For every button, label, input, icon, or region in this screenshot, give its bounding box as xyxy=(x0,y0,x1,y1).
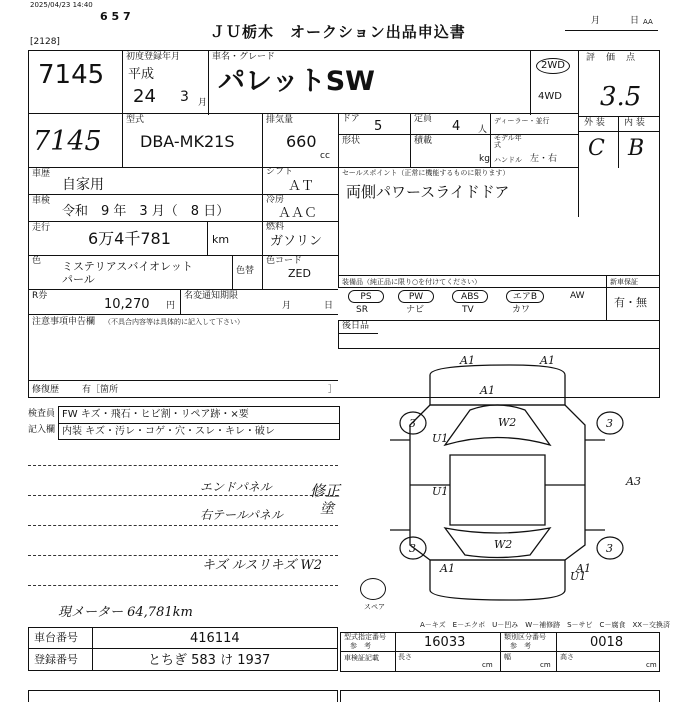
mileage-value: 6万4千781 xyxy=(88,229,171,248)
repair-history-label: 修復歴 xyxy=(32,385,60,395)
chassis-label: 車台番号 xyxy=(34,631,78,644)
width-label: 幅 xyxy=(504,653,511,661)
length-unit: cm xyxy=(482,661,493,669)
damage-diagram xyxy=(380,350,670,610)
length-label: 長さ xyxy=(398,653,412,661)
usage-label: 車歴 xyxy=(32,169,51,179)
equip-tv: TV xyxy=(462,305,474,315)
legend-row-2: 内装 キズ・汚レ・コゲ・穴・スレ・キレ・破レ xyxy=(62,426,275,437)
name-change-month: 月 xyxy=(282,301,292,311)
timestamp: 2025/04/23 14:40 xyxy=(30,1,93,9)
doors-value: 5 xyxy=(374,119,383,134)
legend-row-1: FW キズ・飛石・ヒビ割・リペア跡・×要 xyxy=(62,409,249,420)
drive-2wd: 2WD xyxy=(536,58,570,74)
new-car-warranty-label: 新車保証 xyxy=(610,278,638,286)
equip-ps: PS xyxy=(348,290,384,303)
color-value-2: パール xyxy=(62,273,95,286)
note-scratches: キズ ルスリキズ W2 xyxy=(202,558,322,573)
spare-tire-icon xyxy=(360,578,386,600)
equip-leather: カワ xyxy=(512,305,531,315)
car-name: パレットSW xyxy=(218,66,375,97)
next-row-right xyxy=(340,690,660,702)
month-label: 月 xyxy=(591,16,601,26)
spare-label: スペア xyxy=(364,603,385,611)
sales-point: 両側パワースライドドア xyxy=(346,183,510,201)
load-unit: kg xyxy=(479,154,490,164)
diagram-label: U1 xyxy=(432,485,449,498)
equip-navi: ナビ xyxy=(406,305,425,315)
class-sublabel: 参 考 xyxy=(510,642,531,650)
seats-label: 定員 xyxy=(414,114,433,124)
first-reg-month-unit: 月 xyxy=(198,98,208,108)
grade-value: 3.5 xyxy=(600,82,642,112)
inspection-label: 車検 xyxy=(32,196,51,206)
class-number: 0018 xyxy=(590,635,624,650)
later-items-label: 後日品 xyxy=(342,321,370,331)
class-label: 類別区分番号 xyxy=(504,633,546,641)
mileage-unit: km xyxy=(212,233,230,246)
doors-label: ドア xyxy=(342,114,360,124)
handle-value: 左・右 xyxy=(530,154,558,164)
usage-value: 自家用 xyxy=(62,177,104,193)
name-change-day: 日 xyxy=(324,301,334,311)
name-change-label: 名変通知期限 xyxy=(184,291,239,301)
notes-sublabel: （不具合内容等は具体的に記入して下さい） xyxy=(104,318,244,326)
damage-codes: A－キズ E－エクボ U－凹み W－補修跡 S－サビ C－腐食 XX－交換済 xyxy=(420,621,671,629)
lot-number: 7145 xyxy=(38,60,105,90)
day-label: 日 xyxy=(630,16,640,26)
height-label: 高さ xyxy=(560,653,574,661)
page-title: ＪＵ栃木 オークション出品申込書 xyxy=(210,23,466,41)
diagram-label: 3 xyxy=(409,417,416,430)
displacement-label: 排気量 xyxy=(266,115,294,125)
shape-label: 形状 xyxy=(342,136,361,146)
shift-label: シフト xyxy=(266,167,294,177)
seats-unit: 人 xyxy=(478,125,488,135)
form-code: [2128] xyxy=(30,37,60,47)
car-name-label: 車名・グレード xyxy=(212,52,276,62)
color-code-label: 色コード xyxy=(266,256,303,266)
repair-history-value: 有［箇所 xyxy=(82,385,119,395)
interior-grade: B xyxy=(628,136,645,161)
entry-label: 記入欄 xyxy=(28,425,56,435)
shift-value: ＡＴ xyxy=(288,179,315,194)
lot-number-handwritten: 7145 xyxy=(33,126,102,157)
handle-label: ハンドル xyxy=(494,156,522,164)
front-bumper-outline xyxy=(430,365,565,405)
first-reg-era: 平成 xyxy=(128,67,155,82)
serial-number: 6 5 7 xyxy=(100,10,131,23)
next-row-left xyxy=(28,690,338,702)
sales-point-label: セールスポイント（正常に機能するものに限ります） xyxy=(342,169,510,177)
width-unit: cm xyxy=(540,661,551,669)
type-sublabel: 参 考 xyxy=(350,642,371,650)
first-reg-year: 24 xyxy=(133,86,156,107)
aa-label: AA xyxy=(643,18,653,26)
fuel-value: ガソリン xyxy=(270,234,323,249)
first-reg-label: 初度登録年月 xyxy=(126,52,181,62)
equip-airbag: エアB xyxy=(506,290,544,303)
color-change-label: 色替 xyxy=(236,266,255,276)
type-label: 型式指定番号 xyxy=(344,633,386,641)
height-unit: cm xyxy=(646,661,657,669)
diagram-label: A1 xyxy=(576,562,591,575)
fuel-label: 燃料 xyxy=(266,222,285,232)
diagram-label: 3 xyxy=(606,417,613,430)
model-code: DBA-MK21S xyxy=(140,132,235,151)
color-value-1: ミステリアスバイオレット xyxy=(62,260,193,273)
equip-abs: ABS xyxy=(452,290,488,303)
interior-label: 内 装 xyxy=(624,118,645,128)
notes-label: 注意事項申告欄 xyxy=(32,317,96,327)
seats-value: 4 xyxy=(452,119,461,134)
plate-label: 登録番号 xyxy=(34,653,78,666)
dims-label: 車検証記載 xyxy=(344,654,379,662)
inspector-label: 検査員 xyxy=(28,409,56,419)
equipment-label: 装備品（純正品に限り○を付けてください） xyxy=(342,278,482,286)
ac-value: ＡＡＣ xyxy=(278,206,318,221)
grade-label: 評 価 点 xyxy=(586,53,637,63)
note-meter: 現メーター 64,781km xyxy=(58,605,193,620)
note-repair: 修正 xyxy=(310,482,341,500)
note-mark: 塗 xyxy=(320,501,334,517)
equip-aw: AW xyxy=(570,291,585,301)
diagram-label: W2 xyxy=(498,416,517,429)
diagram-label: A1 xyxy=(480,384,495,397)
type-number: 16033 xyxy=(424,635,466,650)
roof xyxy=(450,455,545,525)
diagram-label: A1 xyxy=(540,354,555,367)
recycle-label: R券 xyxy=(32,291,48,301)
load-label: 積載 xyxy=(414,136,433,146)
plate-number: とちぎ 583 け 1937 xyxy=(148,653,271,668)
color-code: ZED xyxy=(288,267,311,280)
diagram-label: W2 xyxy=(494,538,513,551)
inspection-value: 令和 9 年 3 月（ 8 日） xyxy=(62,204,230,219)
repair-history-end: ］ xyxy=(328,385,338,395)
diagram-label: U1 xyxy=(570,570,587,583)
note-right-tail: 右テールパネル xyxy=(200,508,283,522)
note-end-panel: エンドパネル xyxy=(200,480,272,494)
model-label: 型式 xyxy=(126,115,145,125)
exterior-label: 外 装 xyxy=(584,118,605,128)
dealer-label: ディーラー・並行 xyxy=(494,117,550,125)
displacement: 660 xyxy=(286,132,317,151)
new-car-warranty-value: 有・無 xyxy=(614,296,647,309)
diagram-label: 3 xyxy=(409,542,416,555)
diagram-label: U1 xyxy=(432,432,449,445)
equip-pw: PW xyxy=(398,290,434,303)
drive-4wd: 4WD xyxy=(538,91,562,102)
recycle-value: 10,270 xyxy=(104,297,150,312)
color-label: 色 xyxy=(32,256,42,266)
mileage-label: 走行 xyxy=(32,223,51,233)
recycle-unit: 円 xyxy=(166,301,176,311)
diagram-label: A1 xyxy=(440,562,455,575)
ac-label: 冷房 xyxy=(266,195,285,205)
equip-sr: SR xyxy=(356,305,368,315)
diagram-label: 3 xyxy=(606,542,613,555)
first-reg-month: 3 xyxy=(180,89,189,105)
model-year-label: モデル年式 xyxy=(494,134,522,149)
displacement-unit: cc xyxy=(320,151,330,161)
diagram-label: A1 xyxy=(460,354,475,367)
diagram-label: A3 xyxy=(626,475,641,488)
exterior-grade: C xyxy=(588,136,605,161)
chassis-number: 416114 xyxy=(190,631,240,646)
